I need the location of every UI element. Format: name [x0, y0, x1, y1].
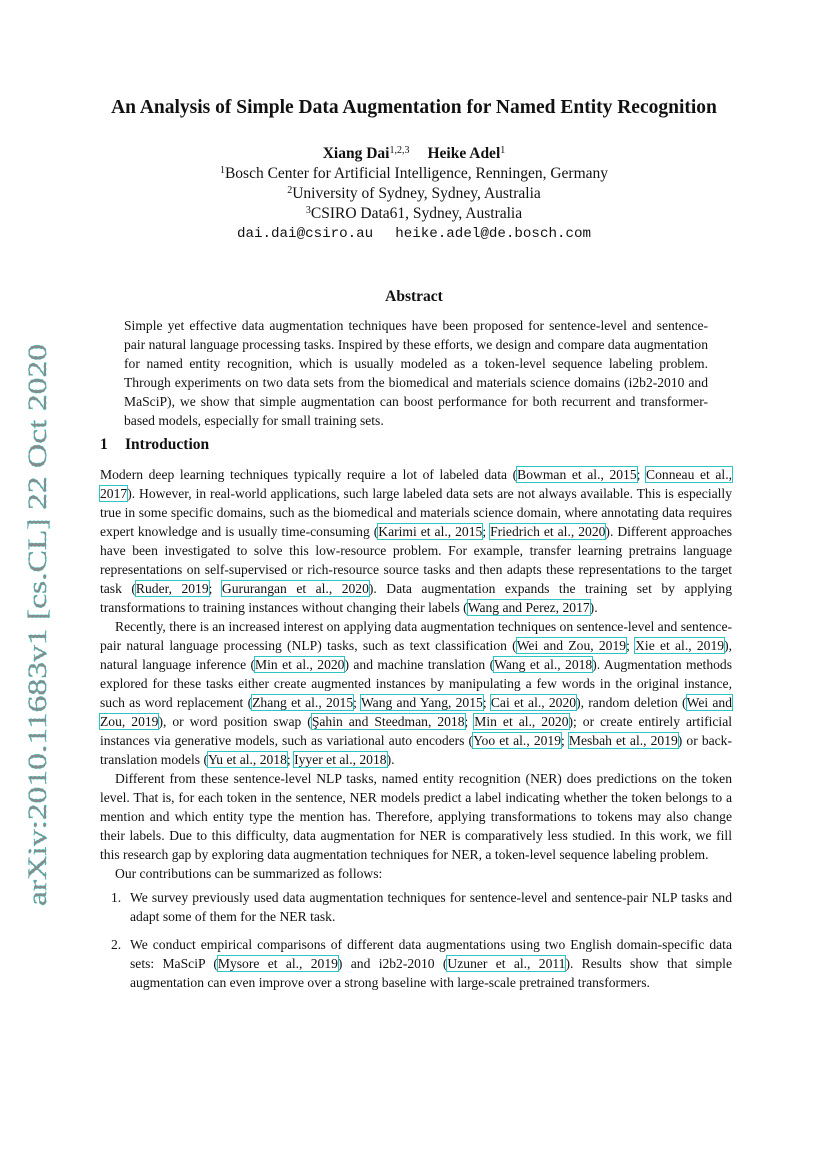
citation-link[interactable]: Xie et al., 2019 [635, 638, 725, 653]
citation-link[interactable]: Zhang et al., 2015 [252, 695, 354, 710]
list-marker: 2. [111, 937, 122, 952]
section-heading [100, 436, 209, 454]
paragraph: Different from these sentence-level NLP tasks, named entity recognition (NER) does predictions on the token level. That is, for each token in the sentence, NER models predict a label indicating whether the token belongs to a mention and which entity type the mention has. Therefore, applying transformations to tokens may also change their labels. Due to this difficulty, data augmentation for NER is comparatively less studied. In this work, we fill this research gap by exploring data augmentation techniques for NER, a token-level sequence labeling problem. [100, 771, 732, 862]
list-item: 1. We survey previously used data augmentation techniques for sentence-level and sentence-pair NLP tasks and adapt some of them for the NER task. [111, 890, 732, 924]
citation-link[interactable]: Conneau et al., 2017 [100, 467, 732, 501]
paper-title: An Analysis of Simple Data Augmentation for Named Entity Recognition [111, 97, 717, 118]
arxiv-stamp [19, 340, 59, 910]
citation-link[interactable]: Mesbah et al., 2019 [568, 733, 678, 748]
citation-link[interactable]: Wang and Yang, 2015 [360, 695, 483, 710]
author-name: Heike Adel [427, 145, 501, 162]
affiliation: $^1$Bosch Center for Artificial Intelligence, Renningen, Germany [219, 165, 609, 182]
abstract-heading: Abstract [385, 288, 443, 305]
intro-body [100, 465, 732, 1001]
section-title: Introduction [125, 436, 210, 453]
affiliation: $^3$CSIRO Data61, Sydney, Australia [305, 205, 523, 222]
author-names [80, 144, 748, 164]
paragraph: Recently, there is an increased interest on applying data augmentation techniques on sentence-level and sentence-pair natural language processing (NLP) tasks, such as text classification (Wei and Zou, 2019; Xie et al., 2019), natural language inference (Min et al., 2020) and machine translation (Wang et al., 2018). Augmentation methods explored for these tasks either create augmented instances by manipulating a few words in the original instance, such as word replacement (Zhang et al., 2015; Wang and Yang, 2015; Cai et al., 2020), random deletion (Wei and Zou, 2019), or word position swap (Şahin and Steedman, 2018; Min et al., 2020); or create entirely artificial instances via generative models, such as variational auto encoders (Yoo et al., 2019; Mesbah et al., 2019) or back-translation models (Yu et al., 2018; Iyyer et al., 2018). [100, 619, 733, 767]
section-number: 1 [100, 436, 108, 453]
affiliation: $^2$University of Sydney, Sydney, Australia [287, 185, 541, 202]
author-emails [80, 224, 748, 244]
citation-link[interactable]: Wang et al., 2018 [494, 657, 593, 672]
paragraph: Modern deep learning techniques typically require a lot of labeled data (Bowman et al., 2015; Conneau et al., 2017). However, in real-world applications, such large labeled data sets are not always available. This is especially true in some specific domains, such as the biomedical and materials science domain, where annotating data requires expert knowledge and is usually time-consuming (Karimi et al., 2015; Friedrich et al., 2020). Different approaches have been investigated to solve this low-resource problem. For example, transfer learning pretrains language representations on self-supervised or rich-resource source tasks and then adapts these representations to the target task (Ruder, 2019; Gururangan et al., 2020). Data augmentation expands the training set by applying transformations to training instances without changing their labels (Wang and Perez, 2017). [100, 467, 732, 615]
citation-link[interactable]: Cai et al., 2020 [490, 695, 577, 710]
citation-link[interactable]: Iyyer et al., 2018 [294, 752, 387, 767]
author-affiliation-marks: 1,2,3 [389, 145, 410, 156]
citation-link[interactable]: Bowman et al., 2015 [517, 467, 637, 482]
citation-link[interactable]: Mysore et al., 2019 [217, 956, 338, 971]
list-marker: 1. [111, 890, 122, 905]
citation-link[interactable]: Min et al., 2020 [255, 657, 345, 672]
citation-link[interactable]: Wei and Zou, 2019 [100, 695, 732, 729]
citation-link[interactable]: Karimi et al., 2015 [378, 524, 483, 539]
citation-link[interactable]: Şahin and Steedman, 2018 [311, 714, 465, 729]
contributions-list [100, 888, 732, 992]
email-link[interactable]: dai.dai@csiro.au [236, 226, 374, 242]
citation-link[interactable]: Ruder, 2019 [135, 581, 209, 596]
paragraph: Our contributions can be summarized as follows: [115, 866, 383, 881]
citation-link[interactable]: Wang and Perez, 2017 [467, 600, 590, 615]
citation-link[interactable]: Min et al., 2020 [474, 714, 569, 729]
citation-link[interactable]: Friedrich et al., 2020 [490, 524, 606, 539]
author-block [80, 144, 748, 244]
list-item: 2. We conduct empirical comparisons of different data augmentations using two English domain-specific data sets: MaSciP (Mysore et al., 2019) and i2b2-2010 (Uzuner et al., 2011). Results show that simple augmentation can even improve over a strong baseline with large-scale pretrained transformers. [111, 937, 732, 990]
author-affiliation-marks: 1 [500, 145, 506, 156]
arxiv-stamp-text: arXiv:2010.11683v1 [cs.CL] 22 Oct 2020 [23, 470, 52, 906]
citation-link[interactable]: Uzuner et al., 2011 [447, 956, 566, 971]
citation-link[interactable]: Wei and Zou, 2019 [516, 638, 627, 653]
citation-link[interactable]: Yu et al., 2018 [207, 752, 287, 767]
author-name: Xiang Dai [322, 145, 390, 162]
citation-link[interactable]: Gururangan et al., 2020 [221, 581, 369, 596]
citation-link[interactable]: Yoo et al., 2019 [473, 733, 562, 748]
abstract-text: Simple yet effective data augmentation techniques have been proposed for sentence-level and sentence-pair natural language processing tasks. Inspired by these efforts, we design and compare data augmentation for named entity recognition, which is usually modeled as a token-level sequence labeling problem. Through experiments on two data sets from the biomedical and materials science domains (i2b2-2010 and MaSciP), we show that simple augmentation can boost performance for both recurrent and transformer-based models, especially for small training sets. [124, 318, 708, 428]
email-link[interactable]: heike.adel@de.bosch.com [395, 226, 592, 242]
